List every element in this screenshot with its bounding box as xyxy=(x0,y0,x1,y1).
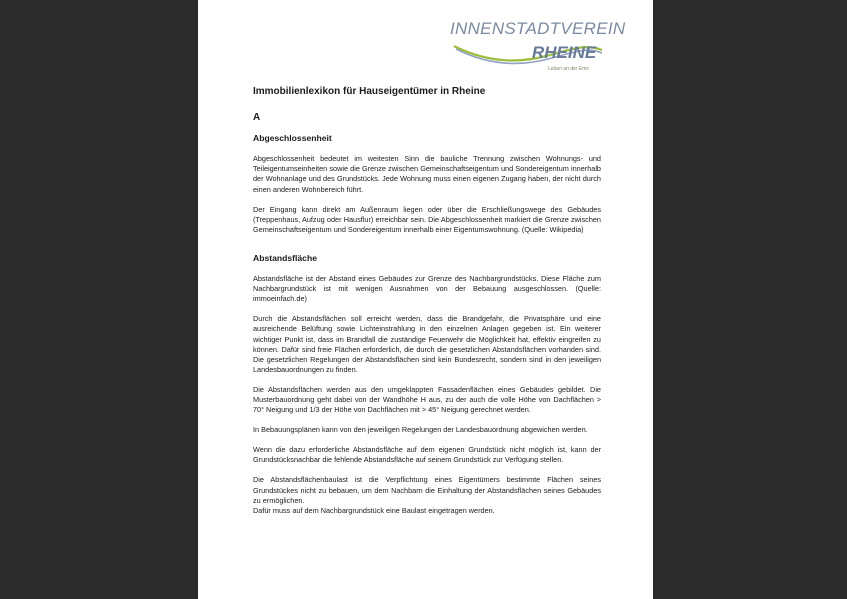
paragraph: Dafür muss auf dem Nachbargrundstück eine Baulast eingetragen werden. xyxy=(253,505,495,515)
paragraph: Der Eingang kann direkt am Außenraum liegen oder über die Erschließungswege des Gebäudes (Treppenhaus, Aufzug oder Hausflur) erreichbar sein. Die Abgeschlossenheit markiert die Grenze zwischen Gemeinschaftseigentum und Sondereigentum innerhalb einer Eigentumswohnung. (Quelle: Wikipedia) xyxy=(253,204,601,234)
paragraph: In Bebauungsplänen kann von den jeweiligen Regelungen der Landesbauordnung abgewichen werden. xyxy=(253,425,588,435)
paragraph: Abstandsfläche ist der Abstand eines Gebäudes zur Grenze des Nachbargrundstücks. Diese Fläche zum Nachbargrundstück ist mit wenigen Ausnahmen von der Bebauung ausgeschlossen. (Quelle: immoeinfach.de) xyxy=(253,274,601,304)
document-title: Immobilienlexikon für Hauseigentümer in Rheine xyxy=(253,86,486,97)
innenstadtverein-logo xyxy=(446,14,626,76)
paragraph: Die Abstandsflächen werden aus den umgeklappten Fassadenflächen eines Gebäudes gebildet. Die Musterbauordnung geht dabei von der Wandhöhe H aus, zu der auch die volle Höhe von Dachflächen > 70° Neigung und 1/3 der Höhe von Dachflächen mit > 45° Neigung gerechnet werden. xyxy=(253,384,601,415)
section-heading: Abstandsfläche xyxy=(253,252,317,263)
logo-line2: RHEINE xyxy=(532,43,597,62)
section-heading: Abgeschlossenheit xyxy=(253,133,332,144)
paragraph: Abgeschlossenheit bedeutet im weitesten Sinn die bauliche Trennung zwischen Wohnungs- und Teileigentumseinheiten sowie die Grenze zwischen Gemeinschaftseigentum und Sondereigentum innerhalb der Wohnanlage und des Grundstücks. Jede Wohnung muss einen eigenen Zugang haben, der nicht durch einen anderen Wohnbereich führt. xyxy=(253,154,601,194)
logo-line1: INNENSTADTVEREIN xyxy=(450,19,626,38)
index-letter: A xyxy=(253,112,261,124)
logo-tagline: Leben an der Ems xyxy=(548,66,589,72)
document-page xyxy=(198,0,653,599)
paragraph: Durch die Abstandsflächen soll erreicht werden, dass die Brandgefahr, die Privatsphäre und eine ausreichende Belüftung sowie Lichteinstrahlung in den einzelnen Anlagen gegeben ist. Ein weiterer wichtiger Punkt ist, dass im Brandfall die zuständige Feuerwehr die Möglichkeit hat, effektiv eingreifen zu können. Dafür sind freie Flächen erforderlich, die durch die gesetzlichen Abstandsflächen vorhanden sind. Die gesetzlichen Regelungen der Abstandsflächen sind kein Bundesrecht, sondern sind in den jeweiligen Landesbauordnungen zu finden. xyxy=(253,314,601,374)
document-content xyxy=(253,87,601,526)
paragraph: Die Abstandsflächenbaulast ist die Verpflichtung eines Eigentümers bestimmte Flächen seines Grundstückes nicht zu bebauen, um dem Nachbarn die Einhaltung der Abstandsflächen seines Gebäudes zu ermöglichen. xyxy=(253,475,601,505)
paragraph: Wenn die dazu erforderliche Abstandsfläche auf dem eigenen Grundstück nicht möglich ist, kann der Grundstücksnachbar die fehlende Abstandsfläche auf seinem Grundstück zur Verfügung stellen. xyxy=(253,445,601,465)
